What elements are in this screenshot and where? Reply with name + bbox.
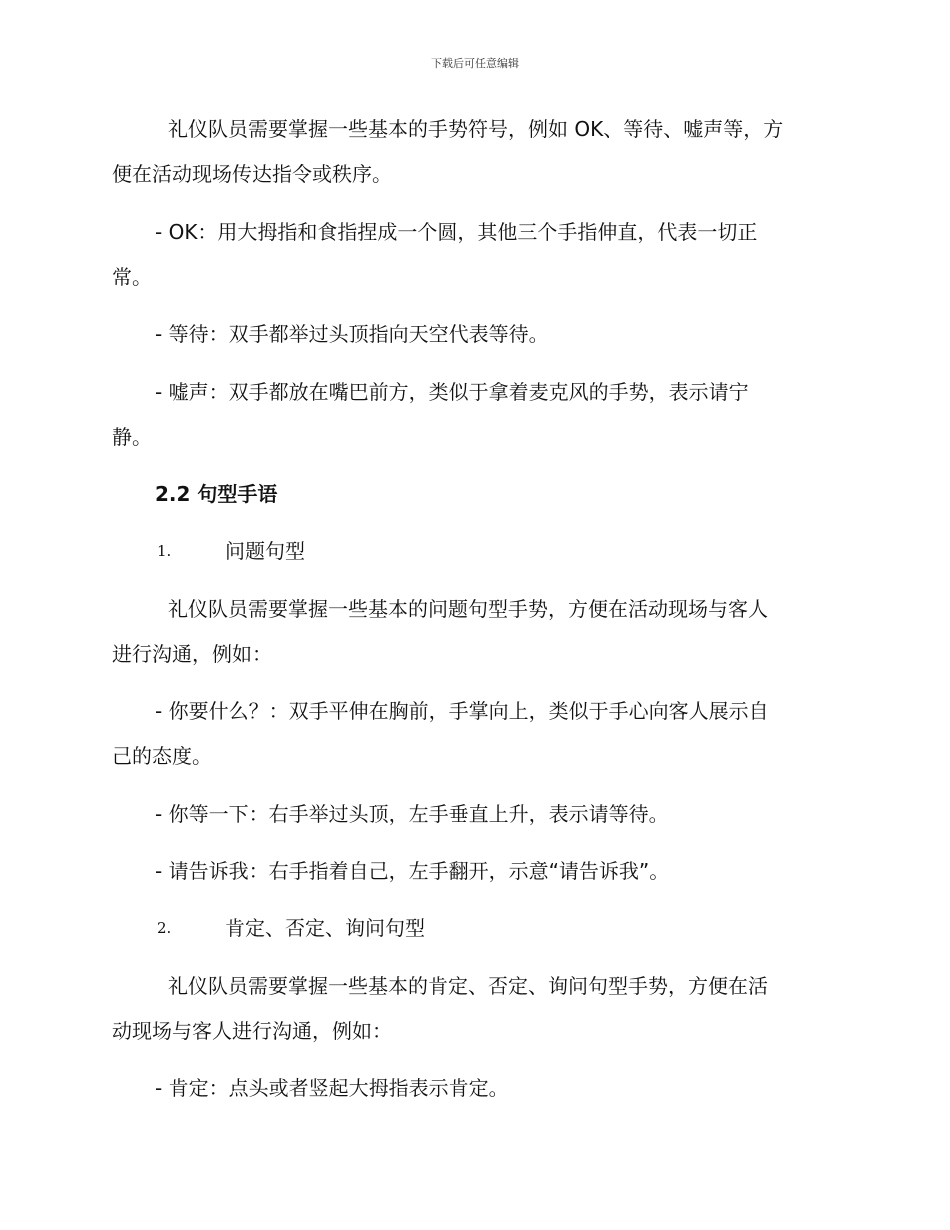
list-number-2: 2. (157, 919, 172, 937)
paragraph-question-line2: 进行沟通，例如： (112, 642, 272, 666)
paragraph-affirm-line2: 动现场与客人进行沟通，例如： (112, 1019, 392, 1043)
bullet-wait: - 等待：双手都举过头顶指向天空代表等待。 (155, 322, 549, 346)
paragraph-gestures-line2: 便在活动现场传达指令或秩序。 (112, 162, 392, 186)
bullet-ok-line1: - OK：用大拇指和食指捏成一个圆，其他三个手指伸直，代表一切正 (155, 220, 758, 244)
paragraph-question-line1: 礼仪队员需要掌握一些基本的问题句型手势，方便在活动现场与客人 (168, 597, 768, 621)
paragraph-gestures-line1: 礼仪队员需要掌握一些基本的手势符号，例如 OK、等待、嘘声等，方 (168, 117, 784, 141)
header-note: 下载后可任意编辑 (431, 57, 519, 70)
bullet-tell-me: - 请告诉我：右手指着自己，左手翻开，示意“请告诉我”。 (155, 859, 670, 883)
bullet-hush-line1: - 嘘声：双手都放在嘴巴前方，类似于拿着麦克风的手势，表示请宁 (155, 380, 749, 404)
paragraph-affirm-line1: 礼仪队员需要掌握一些基本的肯定、否定、询问句型手势，方便在活 (168, 974, 768, 998)
list-number-1: 1. (157, 542, 172, 560)
bullet-affirm: - 肯定：点头或者竖起大拇指表示肯定。 (155, 1076, 509, 1100)
bullet-what-line1: - 你要什么？：双手平伸在胸前，手掌向上，类似于手心向客人展示自 (155, 699, 769, 723)
bullet-what-line2: 己的态度。 (112, 744, 212, 768)
bullet-ok-line2: 常。 (112, 265, 152, 289)
list-title-affirm-negate-ask: 肯定、否定、询问句型 (225, 916, 425, 940)
list-title-question-sentences: 问题句型 (225, 539, 305, 563)
bullet-wait-moment: - 你等一下：右手举过头顶，左手垂直上升，表示请等待。 (155, 802, 669, 826)
section-heading: 2.2 句型手语 (155, 482, 278, 506)
bullet-hush-line2: 静。 (112, 425, 152, 449)
